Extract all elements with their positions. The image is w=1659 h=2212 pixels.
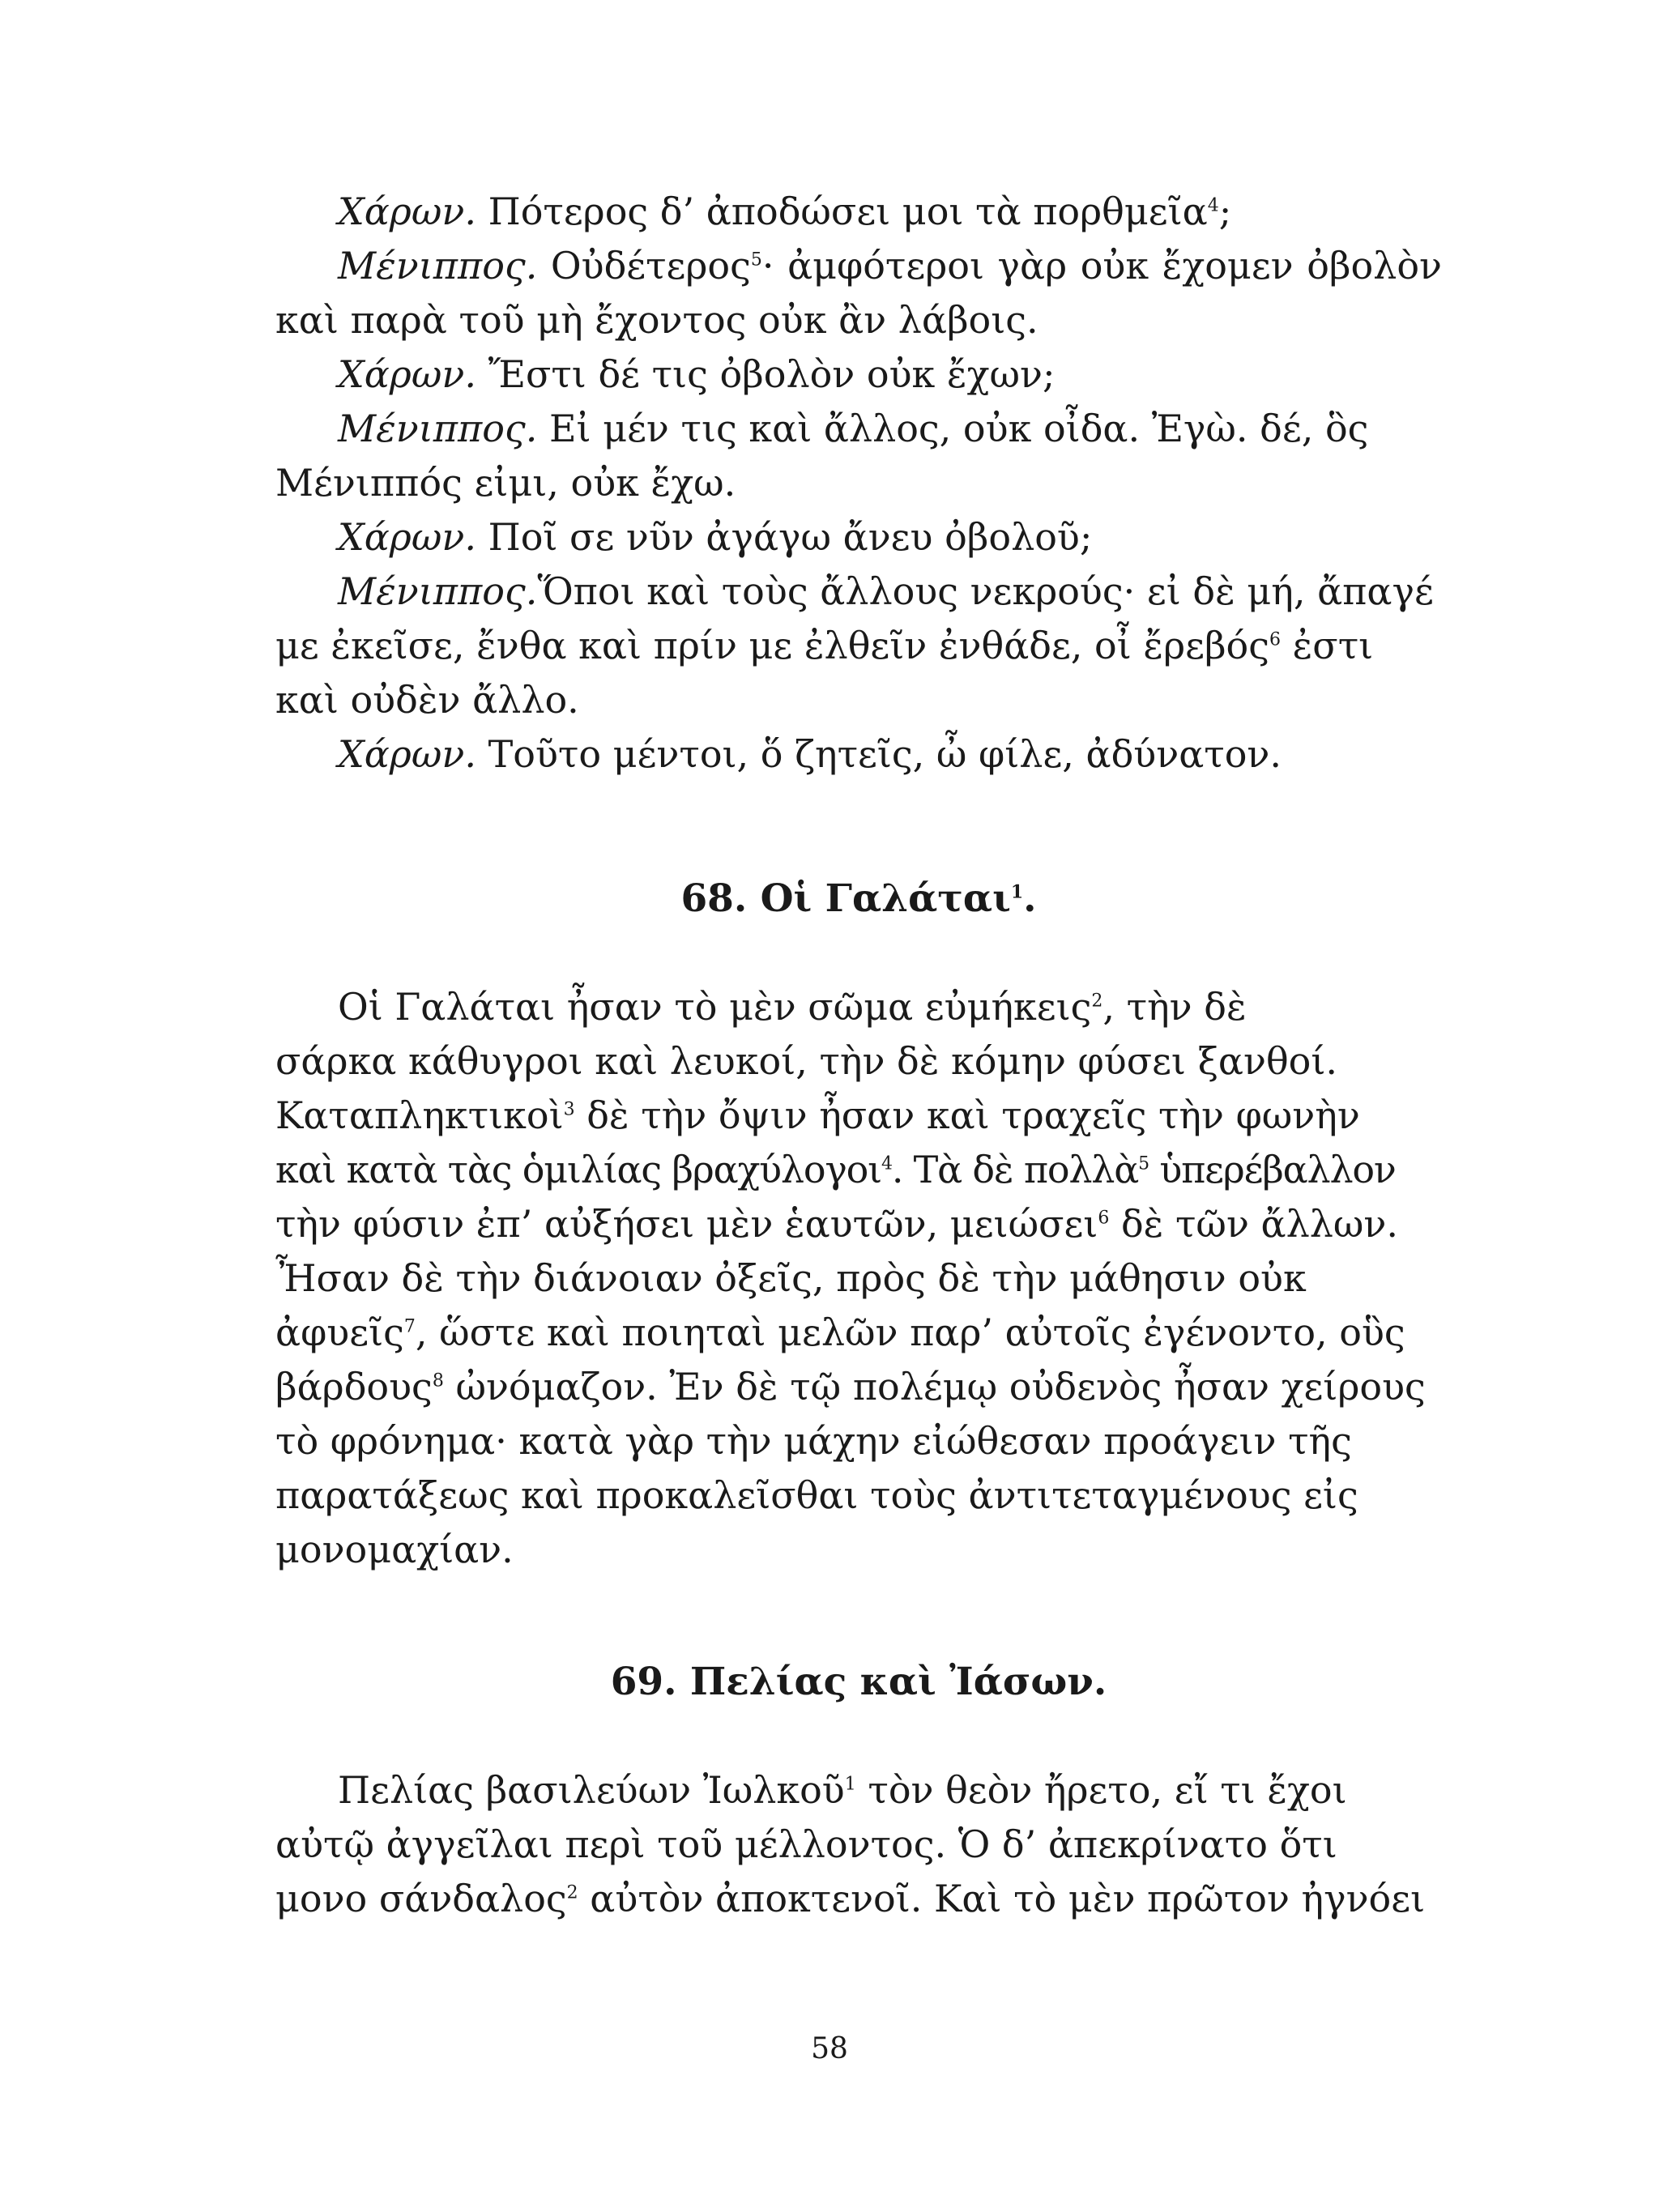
heading-text: 69. Πελίας καὶ Ἰάσων. (610, 1660, 1107, 1704)
paragraph-line (275, 1360, 1442, 1414)
paragraph-text: δὲ τὴν ὄψιν ἦσαν καὶ τραχεῖς τὴν φωνὴν (574, 1093, 1360, 1137)
dialogue-line (275, 402, 1442, 456)
dialogue-text: ἐστι (1281, 624, 1374, 667)
dialogue-line (275, 565, 1442, 619)
dialogue-text: ; (1218, 190, 1232, 233)
footnote-marker: 7 (403, 1316, 416, 1337)
speaker-name: Χάρων. (338, 515, 476, 559)
paragraph-text: δὲ τῶν ἄλλων. (1109, 1202, 1398, 1246)
paragraph-text: αὐτῷ ἀγγεῖλαι περὶ τοῦ μέλλοντος. Ὁ δ’ ἀπεκρίνατο ὅτι (275, 1822, 1337, 1866)
footnote-marker: 4 (1207, 195, 1219, 216)
heading-text: . (1023, 876, 1037, 921)
paragraph-text: ἀφυεῖς (275, 1311, 404, 1354)
paragraph-text: Ἦσαν δὲ τὴν διάνοιαν ὀξεῖς, πρὸς δὲ τὴν μάθησιν οὐκ (275, 1256, 1307, 1300)
paragraph-text: , ὥστε καὶ ποιηταὶ μελῶν παρ’ αὐτοῖς ἐγένοντο, οὓς (415, 1311, 1405, 1354)
speaker-name: Μένιππος. (338, 569, 538, 613)
paragraph-text: καὶ κατὰ τὰς ὁμιλίας βραχύλογοι (275, 1148, 881, 1191)
section-68-heading (275, 875, 1442, 923)
paragraph-line (275, 1251, 1442, 1306)
paragraph-line (275, 1197, 1442, 1251)
paragraph-line (275, 1763, 1442, 1818)
paragraph-text: μονομαχίαν. (275, 1528, 514, 1571)
footnote-marker: 4 (881, 1153, 892, 1174)
paragraph-line (275, 1306, 1442, 1360)
footnote-marker: 6 (1098, 1208, 1110, 1229)
dialogue-text: Μένιππός εἰμι, οὐκ ἔχω. (275, 461, 736, 505)
dialogue-text: · ἀμφότεροι γὰρ οὐκ ἔχομεν ὀβολὸν (761, 244, 1442, 288)
dialogue-block (275, 185, 1442, 782)
paragraph-line (275, 1872, 1442, 1926)
section-69-paragraph (275, 1763, 1442, 1926)
speaker-name: Μένιππος. (338, 244, 538, 288)
paragraph-text: τὴν φύσιν ἐπ’ αὐξήσει μὲν ἑαυτῶν, μειώσει (275, 1202, 1098, 1246)
speaker-name: Χάρων. (338, 352, 476, 396)
section-69-heading (275, 1658, 1442, 1707)
paragraph-line (275, 1468, 1442, 1523)
footnote-marker: 8 (432, 1370, 444, 1392)
paragraph-text: τὸ φρόνημα· κατὰ γὰρ τὴν μάχην εἰώθεσαν προάγειν τῆς (275, 1419, 1352, 1463)
dialogue-line (275, 185, 1442, 239)
dialogue-line (275, 456, 1442, 510)
dialogue-line (275, 510, 1442, 565)
paragraph-line (275, 1523, 1442, 1577)
paragraph-line (275, 1034, 1442, 1089)
footnote-marker: 2 (1091, 991, 1103, 1012)
dialogue-text: Τοῦτο μέντοι, ὅ ζητεῖς, ὦ φίλε, ἀδύνατον. (476, 732, 1282, 776)
speaker-name: Χάρων. (338, 732, 476, 776)
dialogue-line (275, 673, 1442, 727)
footnote-marker: 5 (750, 249, 762, 271)
dialogue-line (275, 347, 1442, 402)
page-number: 58 (811, 2032, 848, 2065)
footnote-marker: 6 (1269, 629, 1281, 650)
dialogue-line (275, 619, 1442, 673)
paragraph-text: Οἱ Γαλάται ἦσαν τὸ μὲν σῶμα εὐμήκεις (338, 985, 1092, 1029)
section-68-paragraph (275, 980, 1442, 1577)
footnote-marker: 3 (563, 1099, 575, 1120)
footnote-marker: 5 (1138, 1153, 1149, 1174)
dialogue-line (275, 239, 1442, 293)
dialogue-text: Ποῖ σε νῦν ἀγάγω ἄνευ ὀβολοῦ; (476, 515, 1093, 559)
dialogue-text: Οὐδέτερος (537, 244, 751, 288)
paragraph-text: βάρδους (275, 1365, 433, 1409)
footnote-marker: 1 (844, 1774, 856, 1795)
footnote-marker: 2 (566, 1882, 578, 1903)
heading-text: 68. Οἱ Γαλάται (680, 876, 1011, 921)
paragraph-text: αὐτὸν ἀποκτενοῖ. Καὶ τὸ μὲν πρῶτον ἠγνόει (578, 1877, 1426, 1920)
dialogue-text: καὶ παρὰ τοῦ μὴ ἔχοντος οὐκ ἂν λάβοις. (275, 298, 1038, 342)
speaker-name: Χάρων. (338, 190, 476, 233)
footnote-marker: 1 (1010, 881, 1024, 903)
paragraph-line (275, 1818, 1442, 1872)
paragraph-text: ὠνόμαζον. Ἐν δὲ τῷ πολέμῳ οὐδενὸς ἦσαν χείρους (443, 1365, 1426, 1409)
paragraph-line (275, 1143, 1442, 1197)
dialogue-line (275, 727, 1442, 782)
paragraph-text: . Τὰ δὲ πολλὰ (891, 1148, 1139, 1191)
dialogue-text: καὶ οὐδὲν ἄλλο. (275, 678, 579, 722)
paragraph-text: παρατάξεως καὶ προκαλεῖσθαι τοὺς ἀντιτεταγμένους εἰς (275, 1473, 1358, 1517)
dialogue-text: Ὅποι καὶ τοὺς ἄλλους νεκρούς· εἰ δὲ μή, ἄπαγέ (537, 569, 1434, 613)
paragraph-line (275, 980, 1442, 1034)
paragraph-text: Καταπληκτικοὶ (275, 1093, 564, 1137)
dialogue-text: Εἰ μέν τις καὶ ἄλλος, οὐκ οἶδα. Ἐγὼ. δέ, ὃς (537, 407, 1369, 450)
dialogue-text: Πότερος δ’ ἀποδώσει μοι τὰ πορθμεῖα (476, 190, 1208, 233)
paragraph-text: σάρκα κάθυγροι καὶ λευκοί, τὴν δὲ κόμην φύσει ξανθοί. (275, 1039, 1337, 1083)
speaker-name: Μένιππος. (338, 407, 538, 450)
paragraph-text: μονο σάνδαλος (275, 1877, 567, 1920)
paragraph-line (275, 1089, 1442, 1143)
paragraph-text: Πελίας βασιλεύων Ἰωλκοῦ (338, 1768, 845, 1812)
paragraph-text: ὑπερέβαλλον (1148, 1148, 1396, 1191)
paragraph-text: , τὴν δὲ (1102, 985, 1247, 1029)
dialogue-line (275, 293, 1442, 347)
paragraph-line (275, 1414, 1442, 1468)
paragraph-text: τὸν θεὸν ἤρετο, εἴ τι ἔχοι (855, 1768, 1347, 1812)
dialogue-text: Ἔστι δέ τις ὀβολὸν οὐκ ἔχων; (476, 352, 1056, 396)
dialogue-text: με ἐκεῖσε, ἔνθα καὶ πρίν με ἐλθεῖν ἐνθάδε, οἶ ἔρεβός (275, 624, 1269, 667)
